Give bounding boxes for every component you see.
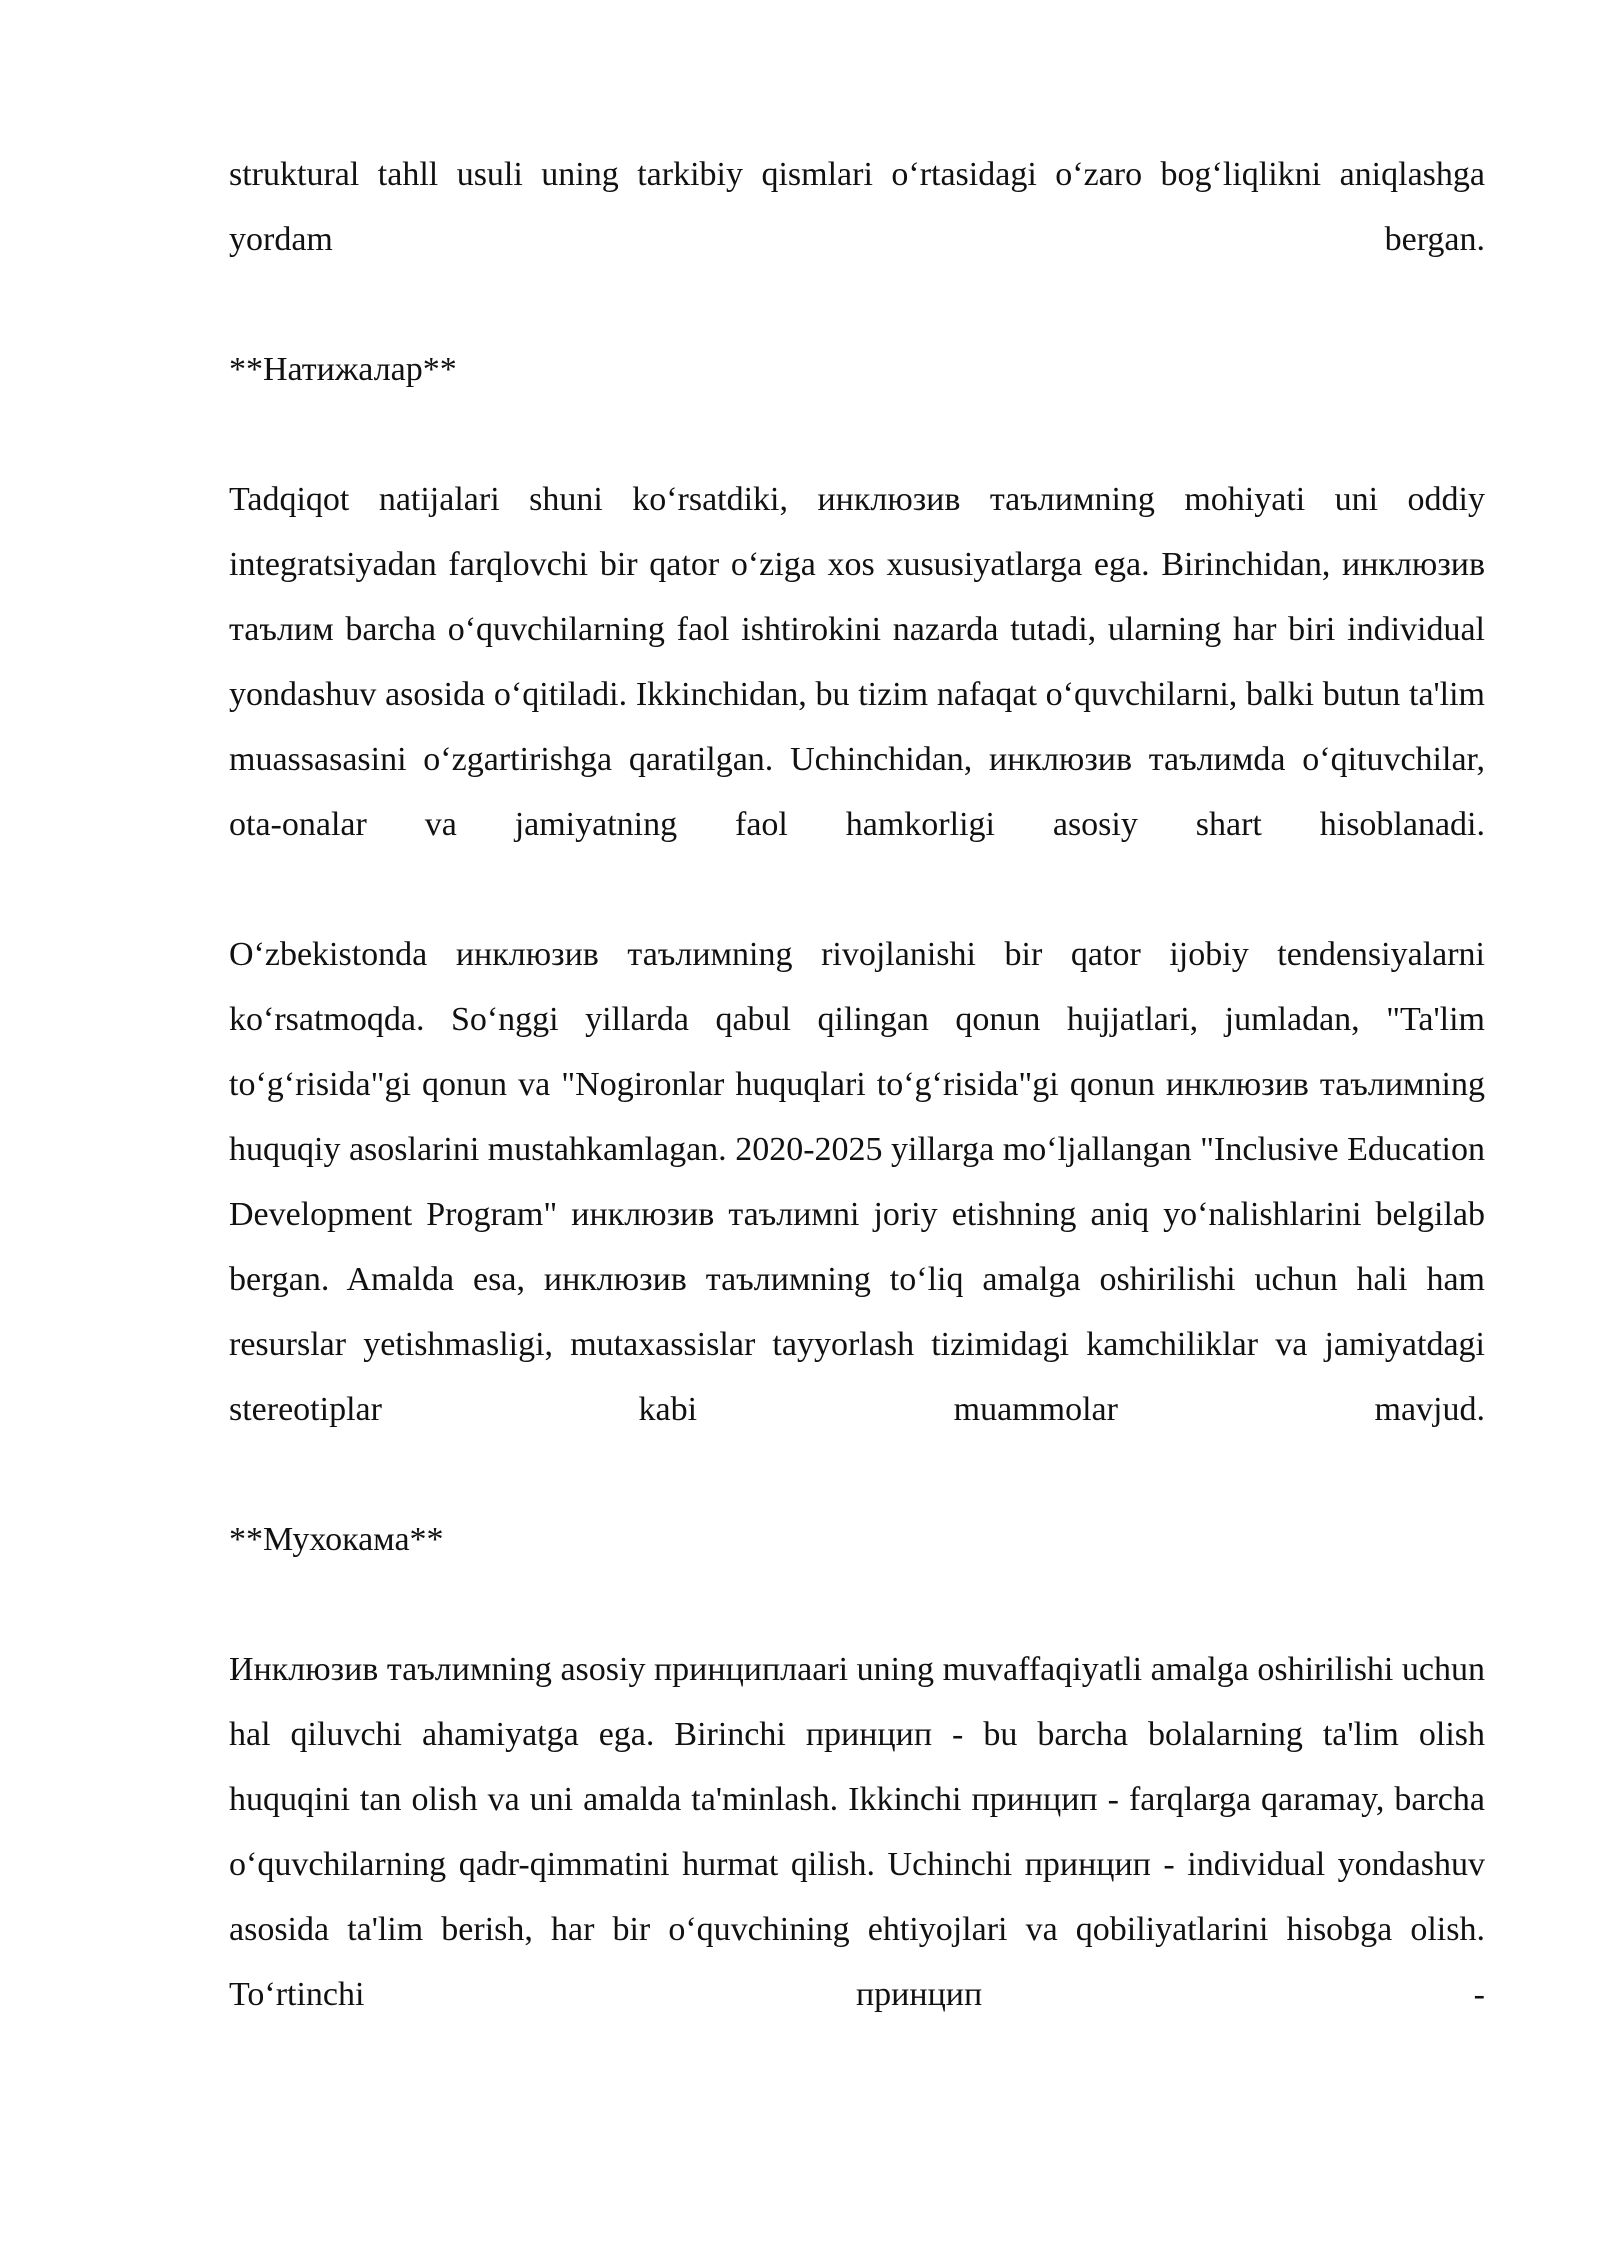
paragraph-discussion-1: Инклюзив таълимning asosiy принциплаari uning muvaffaqiyatli amalga oshirilishi uchun hal qiluvchi ahamiyatga ega. Birinchi принцип - bu barcha bolalarning ta'lim olish huquqini tan olish va uni amalda ta'minlash. Ikkinchi принцип - farqlarga qaramay, barcha o‘quvchilarning qadr-qimmatini hurmat qilish. Uchinchi принцип - individual yondashuv asosida ta'lim berish, har bir o‘quvchining ehtiyojlari va qobiliyatlarini hisobga olish. To‘rtinchi принцип - <box>229 1651 1485 2013</box>
paragraph-gap <box>229 1442 1485 1507</box>
paragraph-gap <box>229 402 1485 467</box>
paragraph-results-2: O‘zbekistonda инклюзив таълимning rivojlanishi bir qator ijobiy tendensiyalarni ko‘rsatmoqda. So‘nggi yillarda qabul qilingan qonun hujjatlari, jumladan, "Ta'lim to‘g‘risida"gi qonun va "Nogironlar huquqlari to‘g‘risida"gi qonun инклюзив таълимning huquqiy asoslarini mustahkamlagan. 2020-2025 yillarga mo‘ljallangan "Inclusive Education Development Program" инклюзив таълимni joriy etishning aniq yo‘nalishlarini belgilab bergan. Amalda esa, инклюзив таълимning to‘liq amalga oshirilishi uchun hali ham resurslar yetishmasligi, mutaxassislar tayyorlash tizimidagi kamchiliklar va jamiyatdagi stereotiplar kabi muammolar mavjud. <box>229 936 1485 1428</box>
paragraph-gap <box>229 1572 1485 1637</box>
paragraph-gap <box>229 272 1485 337</box>
document-body <box>229 142 1485 2027</box>
heading-results: **Натижалар** <box>229 351 457 388</box>
heading-discussion: **Мухокама** <box>229 1521 444 1558</box>
paragraph-gap <box>229 857 1485 922</box>
paragraph-method-continuation: struktural tahll usuli uning tarkibiy qismlari o‘rtasidagi o‘zaro bog‘liqlikni aniqlashga yordam bergan. <box>229 156 1485 258</box>
paragraph-results-1: Tadqiqot natijalari shuni ko‘rsatdiki, инклюзив таълимning mohiyati uni oddiy integratsiyadan farqlovchi bir qator o‘ziga xos xususiyatlarga ega. Birinchidan, инклюзив таълим barcha o‘quvchilarning faol ishtirokini nazarda tutadi, ularning har biri individual yondashuv asosida o‘qitiladi. Ikkinchidan, bu tizim nafaqat o‘quvchilarni, balki butun ta'lim muassasasini o‘zgartirishga qaratilgan. Uchinchidan, инклюзив таълимda o‘qituvchilar, ota-onalar va jamiyatning faol hamkorligi asosiy shart hisoblanadi. <box>229 481 1485 843</box>
